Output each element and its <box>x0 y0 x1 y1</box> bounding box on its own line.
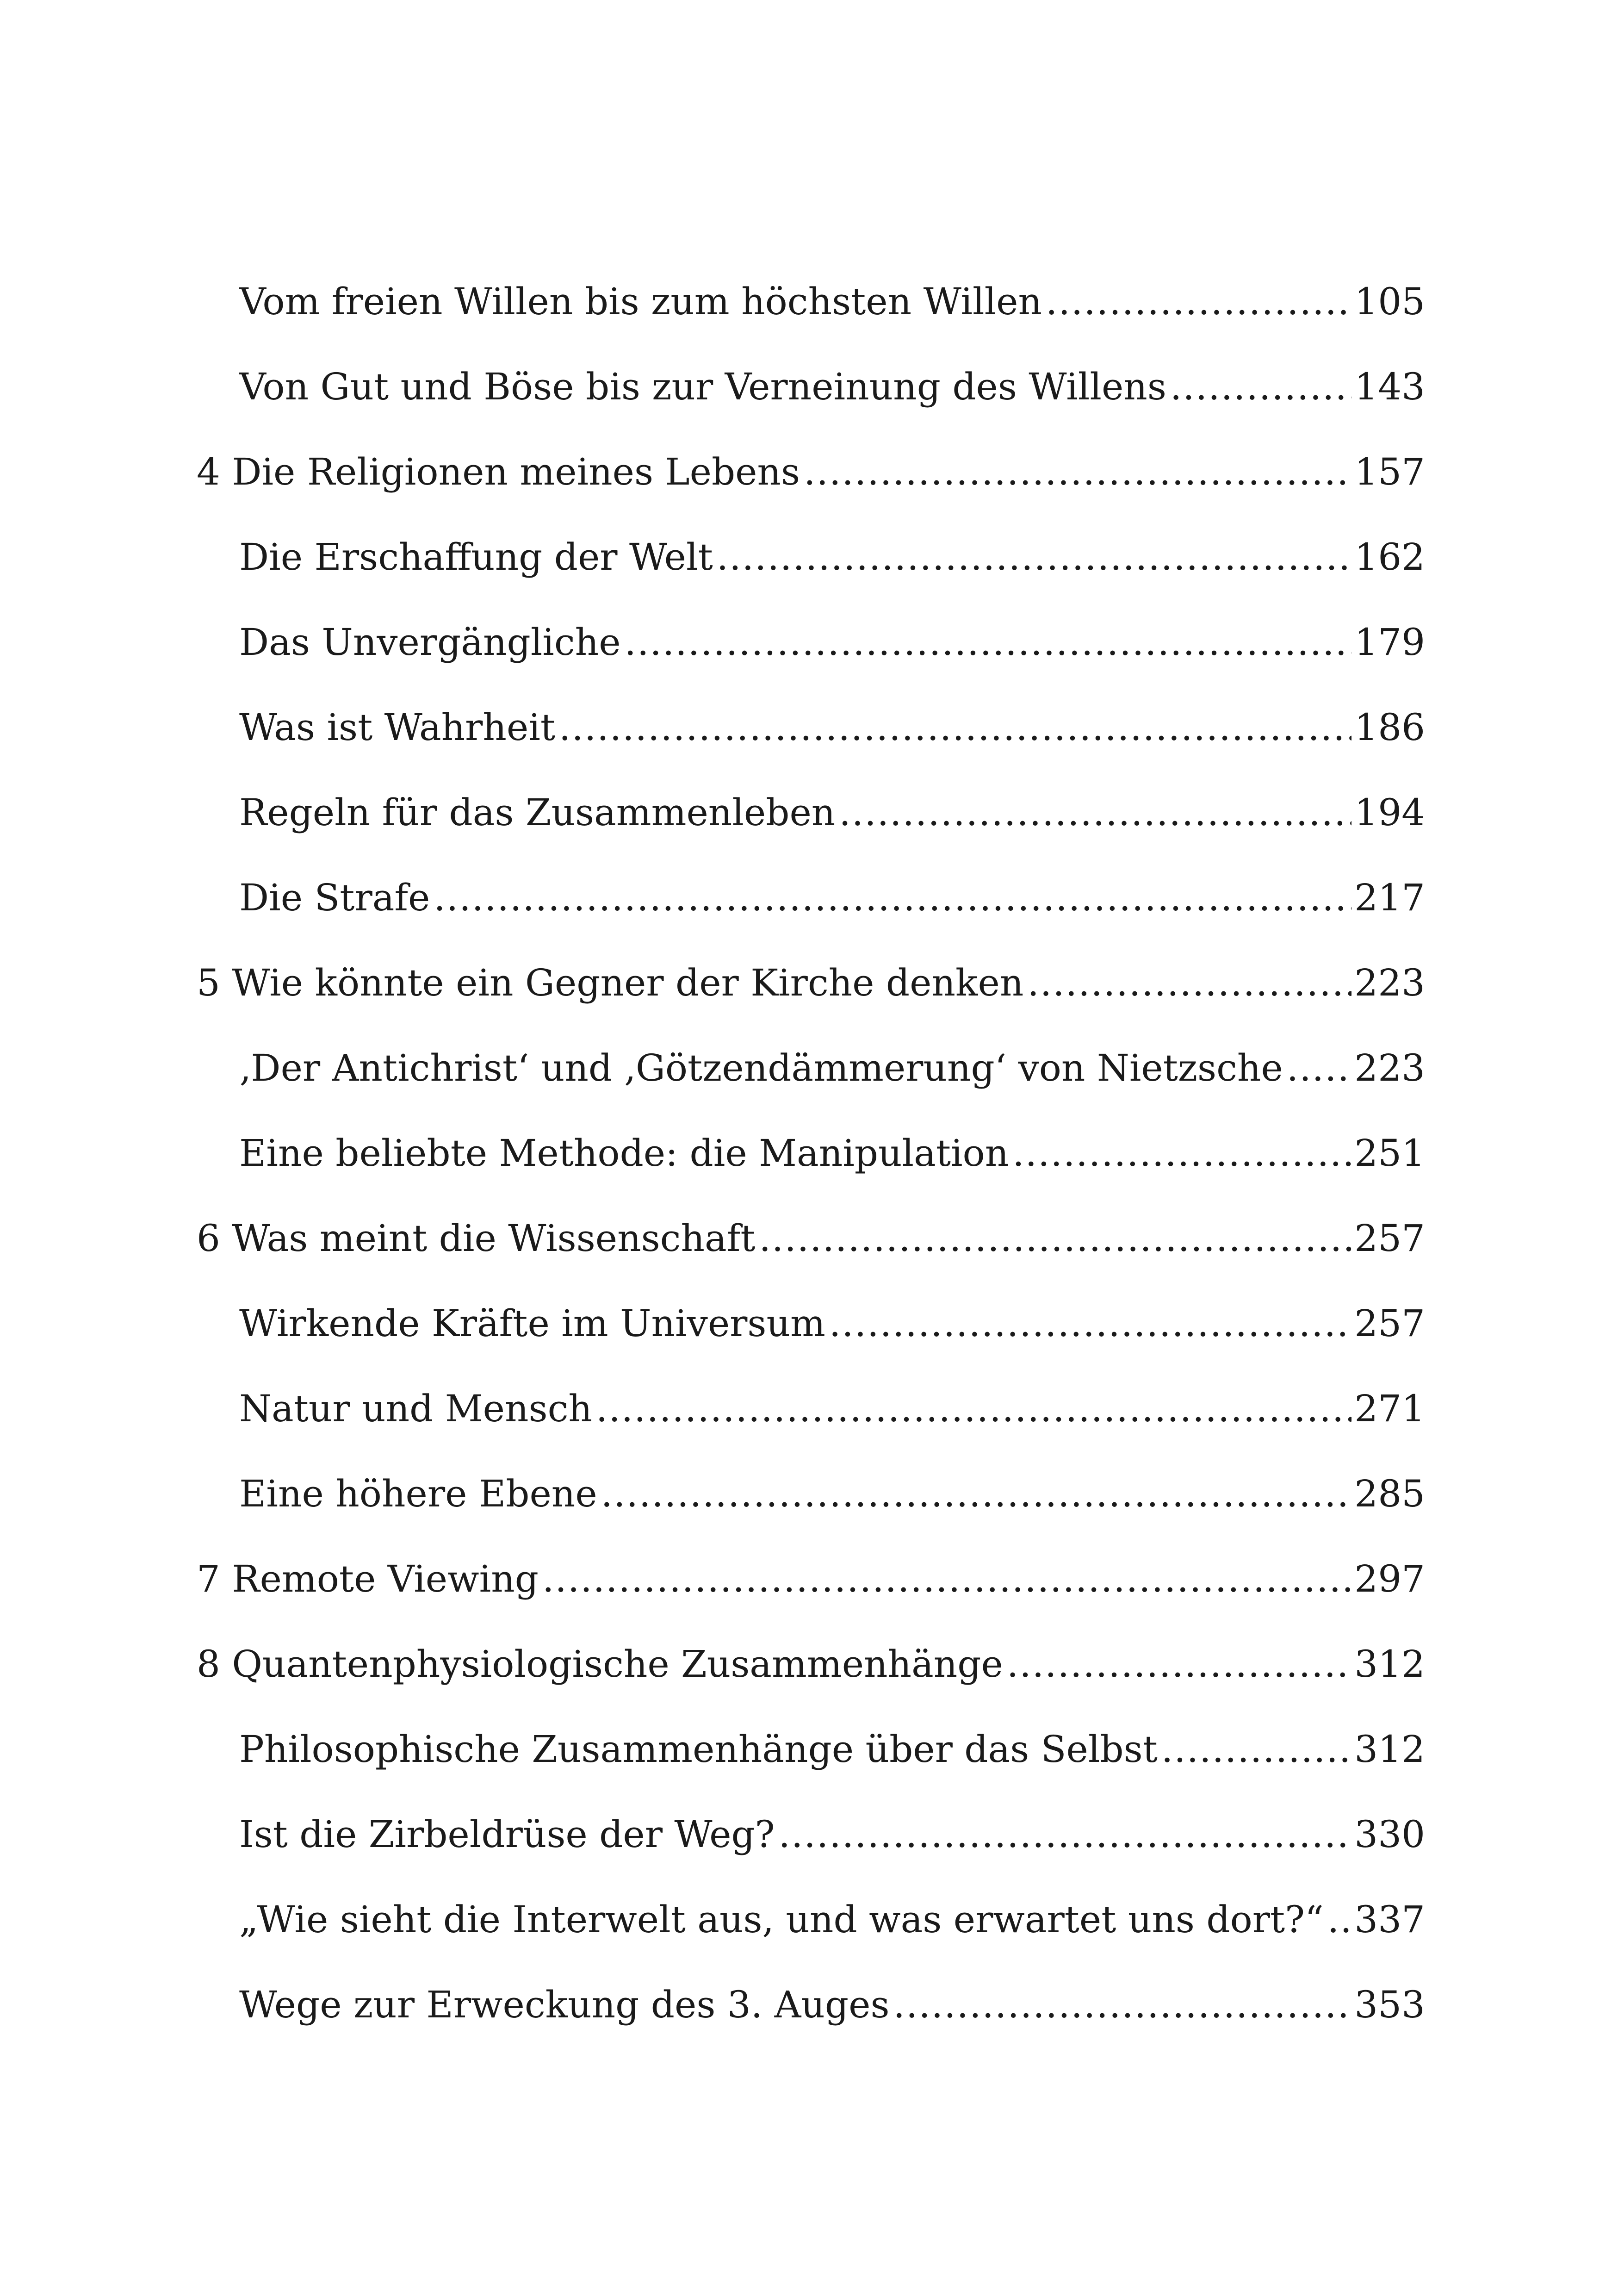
toc-entry[interactable] <box>197 1451 1425 1537</box>
toc-entry-page: 312 <box>1354 1643 1425 1686</box>
toc-entry-page: 217 <box>1354 876 1425 919</box>
toc-dot-leader <box>601 1451 1352 1537</box>
toc-dot-leader <box>829 1281 1351 1366</box>
toc-entry-page: 297 <box>1354 1557 1425 1600</box>
toc-entry-page: 105 <box>1354 280 1425 323</box>
toc-entry-title: Was ist Wahrheit <box>239 706 556 749</box>
toc-entry[interactable] <box>197 685 1425 770</box>
toc-entry-page: 251 <box>1354 1132 1425 1175</box>
toc-dot-leader <box>434 855 1351 940</box>
toc-chapter-entry[interactable] <box>197 1622 1425 1707</box>
toc-dot-leader <box>1012 1111 1351 1196</box>
toc-entry-page: 257 <box>1354 1217 1425 1260</box>
toc-entry-title: Das Unvergängliche <box>239 621 621 664</box>
toc-entry-page: 337 <box>1354 1898 1425 1941</box>
toc-entry[interactable] <box>197 1792 1425 1877</box>
toc-entry-page: 271 <box>1354 1387 1425 1430</box>
toc-entry-page: 157 <box>1354 450 1425 493</box>
toc-entry[interactable] <box>197 1366 1425 1451</box>
toc-entry-page: 194 <box>1354 791 1425 834</box>
toc-dot-leader <box>839 770 1351 855</box>
toc-entry[interactable] <box>197 1962 1425 2047</box>
toc-chapter-entry[interactable] <box>197 940 1425 1026</box>
table-of-contents <box>197 259 1425 2047</box>
toc-dot-leader <box>559 685 1351 770</box>
toc-entry-title: Ist die Zirbeldrüse der Weg? <box>239 1813 775 1856</box>
toc-entry-page: 312 <box>1354 1728 1425 1771</box>
toc-entry-page: 179 <box>1354 621 1425 664</box>
toc-dot-leader <box>596 1366 1351 1451</box>
toc-entry-title: Die Erschaffung der Welt <box>239 535 713 579</box>
toc-entry[interactable] <box>197 259 1425 344</box>
toc-entry-page: 186 <box>1354 706 1425 749</box>
toc-entry-title: Von Gut und Böse bis zur Verneinung des Willens <box>239 365 1166 408</box>
toc-entry-title: ‚Der Antichrist‘ und ‚Götzendämmerung‘ von Nietzsche <box>239 1046 1283 1089</box>
toc-entry[interactable] <box>197 515 1425 600</box>
toc-entry-title: 8 Quantenphysiologische Zusammenhänge <box>197 1643 1003 1686</box>
toc-dot-leader <box>717 515 1352 600</box>
toc-entry-page: 257 <box>1354 1302 1425 1345</box>
toc-entry-page: 143 <box>1354 365 1425 408</box>
toc-entry-title: Natur und Mensch <box>239 1387 592 1430</box>
toc-entry-title: „Wie sieht die Interwelt aus, und was erwartet uns dort?“ <box>239 1898 1324 1941</box>
toc-dot-leader <box>893 1962 1352 2047</box>
toc-entry-title: 7 Remote Viewing <box>197 1557 539 1600</box>
toc-entry-page: 162 <box>1354 535 1425 579</box>
toc-dot-leader <box>1027 940 1351 1026</box>
toc-dot-leader <box>804 429 1351 515</box>
toc-entry[interactable] <box>197 1707 1425 1792</box>
toc-entry-title: Wege zur Erweckung des 3. Auges <box>239 1983 890 2026</box>
toc-chapter-entry[interactable] <box>197 1196 1425 1281</box>
toc-entry-title: Eine beliebte Methode: die Manipulation <box>239 1132 1009 1175</box>
toc-entry-page: 285 <box>1354 1472 1425 1515</box>
toc-entry-title: 5 Wie könnte ein Gegner der Kirche denken <box>197 961 1024 1004</box>
toc-dot-leader <box>1007 1622 1351 1707</box>
toc-entry[interactable] <box>197 1877 1425 1962</box>
toc-entry[interactable] <box>197 344 1425 429</box>
toc-entry-title: Eine höhere Ebene <box>239 1472 597 1515</box>
toc-entry-title: Regeln für das Zusammenleben <box>239 791 836 834</box>
toc-entry-page: 353 <box>1354 1983 1425 2026</box>
toc-dot-leader <box>759 1196 1351 1281</box>
toc-entry-title: Vom freien Willen bis zum höchsten Willen <box>239 280 1042 323</box>
toc-dot-leader <box>779 1792 1352 1877</box>
toc-entry-title: Philosophische Zusammenhänge über das Selbst <box>239 1728 1158 1771</box>
toc-dot-leader <box>1287 1026 1352 1111</box>
toc-chapter-entry[interactable] <box>197 429 1425 515</box>
toc-chapter-entry[interactable] <box>197 1537 1425 1622</box>
toc-entry-title: Wirkende Kräfte im Universum <box>239 1302 825 1345</box>
toc-entry-page: 223 <box>1354 1046 1425 1089</box>
toc-entry-title: Die Strafe <box>239 876 430 919</box>
toc-entry-title: 4 Die Religionen meines Lebens <box>197 450 800 493</box>
toc-entry[interactable] <box>197 770 1425 855</box>
toc-dot-leader <box>1161 1707 1351 1792</box>
toc-dot-leader <box>542 1537 1351 1622</box>
toc-entry-page: 223 <box>1354 961 1425 1004</box>
toc-entry[interactable] <box>197 1026 1425 1111</box>
toc-entry[interactable] <box>197 1281 1425 1366</box>
toc-entry-page: 330 <box>1354 1813 1425 1856</box>
toc-entry[interactable] <box>197 855 1425 940</box>
toc-dot-leader <box>1046 259 1351 344</box>
toc-dot-leader <box>625 600 1352 685</box>
toc-dot-leader <box>1170 344 1351 429</box>
toc-dot-leader <box>1327 1877 1351 1962</box>
toc-entry-title: 6 Was meint die Wissenschaft <box>197 1217 756 1260</box>
toc-entry[interactable] <box>197 600 1425 685</box>
toc-entry[interactable] <box>197 1111 1425 1196</box>
